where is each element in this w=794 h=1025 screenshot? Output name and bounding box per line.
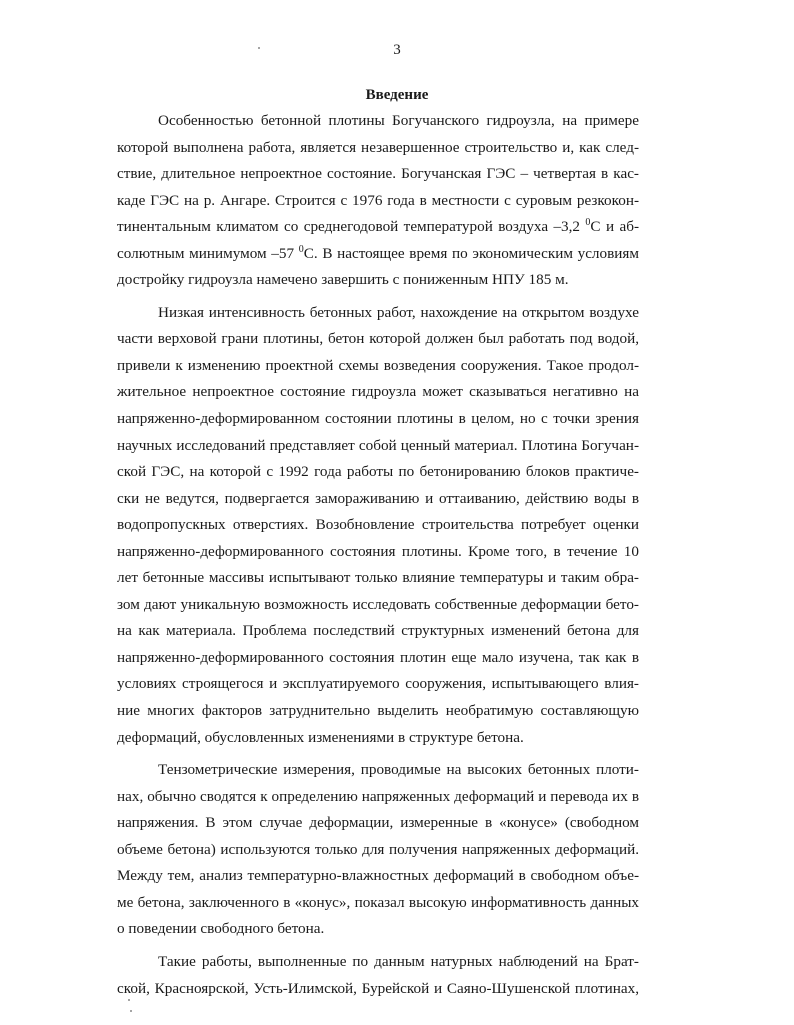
text-line: достройку гидроузла намечено завершить с пониженным НПУ 185 м. xyxy=(117,271,569,289)
text-line: каде ГЭС на р. Ангаре. Строится с 1976 года в местности с суровым резкокон- xyxy=(117,191,639,209)
text-line: нах, обычно сводятся к определению напряженных деформаций и перевода их в xyxy=(117,787,639,805)
text-line: зом дают уникальную возможность исследовать собственные деформации бето- xyxy=(117,595,639,613)
text-line: научных исследований представляет собой ценный материал. Плотина Богучан- xyxy=(117,436,639,454)
text-line: Тензометрические измерения, проводимые на высоких бетонных плоти- xyxy=(158,761,639,779)
text-line: части верховой грани плотины, бетон которой должен был работать под водой, xyxy=(117,330,639,348)
text-line: которой выполнена работа, является незавершенное строительство и, как след- xyxy=(117,138,639,156)
text-line: о поведении свободного бетона. xyxy=(117,920,325,938)
text-line: ски не ведутся, подвергается замораживанию и оттаиванию, действию воды в xyxy=(117,489,639,507)
text-line: условиях строящегося и эксплуатируемого сооружения, испытывающего влия- xyxy=(117,675,639,693)
text-line: Между тем, анализ температурно-влажностных деформаций в свободном объе- xyxy=(117,867,639,885)
unit-celsius: C xyxy=(590,218,601,236)
text-line: водопропускных отверстиях. Возобновление строительства потребует оценки xyxy=(117,516,639,534)
text-line: ской ГЭС, на которой с 1992 года работы по бетонированию блоков практиче- xyxy=(117,463,639,481)
text-fragment: . В настоящее время по экономическим условиям xyxy=(313,244,640,262)
scan-speck xyxy=(128,999,130,1001)
text-line: Особенностью бетонной плотины Богучанского гидроузла, на примере xyxy=(158,112,639,129)
text-line: напряжения. В этом случае деформации, измеренные в «конусе» (свободном xyxy=(117,814,639,832)
text-line: ской, Красноярской, Усть-Илимской, Бурейской и Саяно-Шушенской плотинах, xyxy=(117,979,639,997)
degree-superscript: 0 xyxy=(585,217,591,229)
text-line: жительное непроектное состояние гидроузла может сказываться негативно на xyxy=(117,383,639,401)
paragraph xyxy=(117,300,639,751)
scan-speck xyxy=(130,1010,132,1012)
degree-superscript: 0 xyxy=(298,243,304,255)
page-number: 3 xyxy=(393,42,401,58)
text-line xyxy=(117,214,639,241)
text-line: объеме бетона) используются только для получения напряженных деформаций. xyxy=(117,840,639,858)
body-text xyxy=(117,108,639,1002)
text-line: напряженно-деформированного состояния плотин еще мало изучена, так как в xyxy=(117,648,639,666)
paragraph xyxy=(117,757,639,943)
text-line: напряженно-деформированного состояния плотины. Кроме того, в течение 10 xyxy=(117,542,639,560)
scan-speck xyxy=(258,47,260,49)
text-line: ствие, длительное непроектное состояние. Богучанская ГЭС – четвертая в кас- xyxy=(117,165,639,183)
section-heading: Введение xyxy=(365,87,429,103)
text-line: Низкая интенсивность бетонных работ, нахождение на открытом воздухе xyxy=(158,303,639,321)
text-line: лет бетонные массивы испытывают только влияние температуры и таким обра- xyxy=(117,569,639,587)
text-fragment: солютным минимумом –57 xyxy=(117,244,299,262)
text-line xyxy=(117,241,639,268)
text-line: напряженно-деформированном состоянии плотины в целом, но с точки зрения xyxy=(117,410,639,428)
text-line: ние многих факторов затруднительно выделить необратимую составляющую xyxy=(117,702,639,720)
text-line: Такие работы, выполненные по данным натурных наблюдений на Брат- xyxy=(158,952,639,970)
text-line: деформаций, обусловленных изменениями в структуре бетона. xyxy=(117,728,524,746)
text-line: ме бетона, заключенного в «конус», показал высокую информативность данных xyxy=(117,893,639,911)
text-line: привели к изменению проектной схемы возведения сооружения. Такое продол- xyxy=(117,356,639,374)
paragraph xyxy=(117,949,639,1002)
text-fragment: тинентальным климатом со среднегодовой температурой воздуха –3,2 xyxy=(117,218,586,236)
text-fragment: и аб- xyxy=(600,218,639,236)
text-line: на как материала. Проблема последствий структурных изменений бетона для xyxy=(117,622,639,640)
unit-celsius: C xyxy=(303,244,314,262)
paragraph xyxy=(117,108,639,294)
